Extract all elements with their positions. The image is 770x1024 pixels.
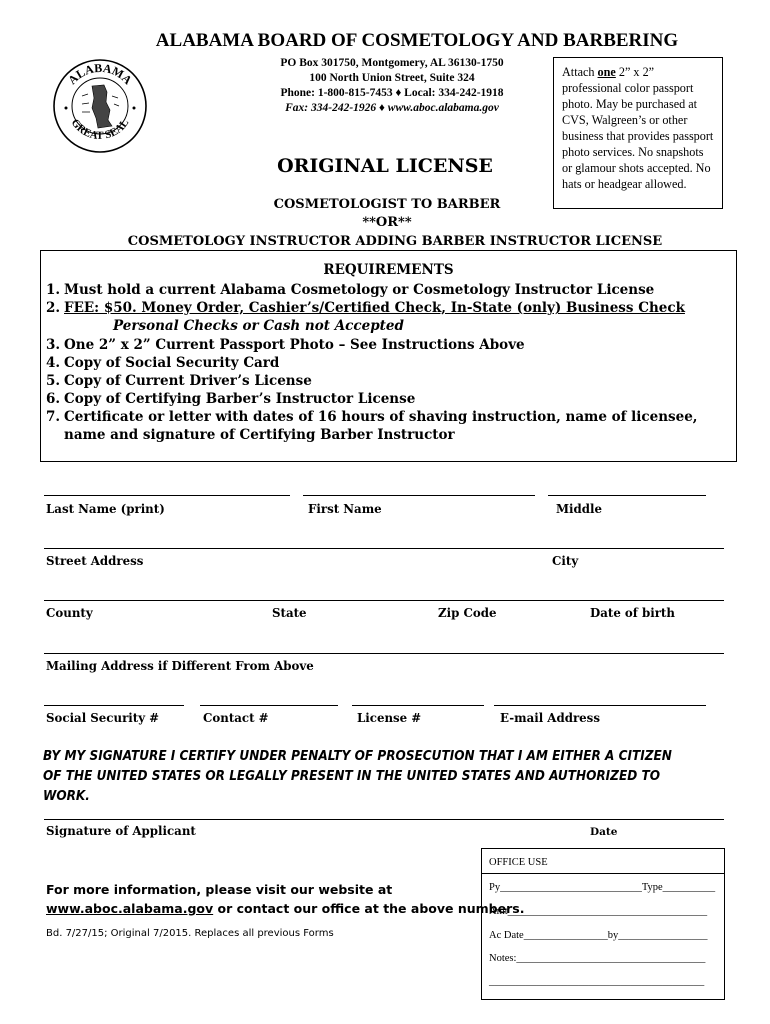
requirement-number: 3.	[46, 337, 61, 353]
requirement-7-continued: name and signature of Certifying Barber Instructor	[64, 427, 455, 443]
requirements-heading: REQUIREMENTS	[323, 262, 454, 278]
contact-label: Contact #	[203, 711, 269, 725]
requirement-text: Copy of Current Driver’s License	[64, 373, 312, 389]
requirement-number: 7.	[46, 409, 61, 425]
last-name-label: Last Name (print)	[46, 502, 165, 516]
photo-instructions-emphasis: one	[597, 65, 616, 79]
revision-note: Bd. 7/27/15; Original 7/2015. Replaces all previous Forms	[46, 928, 334, 939]
phone-line: Phone: 1-800-815-7453 ♦ Local: 334-242-1918	[280, 87, 504, 99]
ssn-label: Social Security #	[46, 711, 160, 725]
city-label: City	[552, 554, 579, 568]
requirement-2	[46, 299, 685, 317]
license-number-label: License #	[357, 711, 422, 725]
state-label: State	[272, 606, 307, 620]
requirement-number: 1.	[46, 282, 61, 298]
middle-name-label: Middle	[556, 502, 603, 516]
office-notes-blank: _________________________________________	[489, 976, 705, 987]
license-number-line[interactable]	[352, 705, 484, 706]
requirement-text: One 2” x 2” Current Passport Photo – See Instructions Above	[64, 337, 525, 353]
contact-line[interactable]	[200, 705, 338, 706]
requirement-text: FEE: $50. Money Order, Cashier’s/Certified Check, In-State (only) Business Check	[64, 300, 685, 316]
requirement-text: Certificate or letter with dates of 16 hours of shaving instruction, name of licensee,	[64, 409, 698, 425]
last-name-line[interactable]	[44, 495, 290, 496]
seal-bottom-text: GREAT SEAL	[68, 116, 132, 142]
subtitle-cosmetologist-to-barber: COSMETOLOGIST TO BARBER	[273, 197, 501, 212]
street-address-label: Street Address	[46, 554, 144, 568]
date-label: Date	[590, 826, 618, 838]
mailing-address-label: Mailing Address if Different From Above	[46, 659, 314, 673]
requirement-4	[46, 354, 279, 372]
middle-name-line[interactable]	[548, 495, 706, 496]
requirement-number: 6.	[46, 391, 61, 407]
mailing-address-line[interactable]	[44, 653, 724, 654]
license-title: ORIGINAL LICENSE	[277, 155, 493, 177]
photo-instructions-prefix: Attach	[562, 65, 598, 79]
signature-line[interactable]	[44, 819, 724, 820]
office-notes: Notes:____________________________________	[489, 953, 706, 964]
signature-label: Signature of Applicant	[46, 824, 196, 838]
first-name-label: First Name	[308, 502, 382, 516]
website-link[interactable]: www.aboc.alabama.gov	[46, 901, 214, 916]
address-line-1: PO Box 301750, Montgomery, AL 36130-1750	[280, 57, 504, 69]
office-divider	[482, 873, 724, 874]
board-title: ALABAMA BOARD OF COSMETOLOGY AND BARBERING	[155, 30, 679, 51]
requirement-number: 2.	[46, 300, 61, 316]
requirement-1	[46, 281, 654, 299]
great-seal-icon	[52, 58, 148, 154]
ssn-line[interactable]	[44, 705, 184, 706]
requirement-number: 5.	[46, 373, 61, 389]
requirement-3	[46, 336, 525, 354]
office-amt: Amt______________________________________	[489, 906, 708, 917]
seal-top-text: ALABAMA	[65, 60, 135, 88]
requirement-6	[46, 390, 415, 408]
county-state-zip-line[interactable]	[44, 600, 724, 601]
fee-note: Personal Checks or Cash not Accepted	[113, 318, 404, 334]
date-of-birth-label: Date of birth	[590, 606, 675, 620]
requirement-7	[46, 408, 698, 426]
fax-website-line: Fax: 334-242-1926 ♦ www.aboc.alabama.gov	[285, 102, 499, 114]
more-info	[46, 880, 524, 918]
more-info-line-2: or contact our office at the above numbers.	[213, 901, 525, 916]
address-line-2: 100 North Union Street, Suite 324	[309, 72, 475, 84]
requirement-text: Must hold a current Alabama Cosmetology or Cosmetology Instructor License	[64, 282, 655, 298]
more-info-line-1: For more information, please visit our website at	[46, 882, 393, 897]
certification-statement: BY MY SIGNATURE I CERTIFY UNDER PENALTY OF PROSECUTION THAT I AM EITHER A CITIZEN OF THE UNITED STATES OR LEGALLY PRESENT IN THE UNITED STATES AND AUTHORIZED TO WORK.	[43, 749, 672, 804]
office-ac-date: Ac Date________________by_________________	[489, 930, 708, 941]
photo-instructions-text: 2” x 2” professional color passport photo. May be purchased at CVS, Walgreen’s or other business that provides passport photo services. No snapshots or glamour shots accepted. No hats or headgear allowed.	[562, 65, 714, 191]
requirement-5	[46, 372, 312, 390]
email-label: E-mail Address	[500, 711, 600, 725]
requirement-text: Copy of Certifying Barber’s Instructor License	[64, 391, 416, 407]
email-line[interactable]	[494, 705, 706, 706]
zip-code-label: Zip Code	[438, 606, 497, 620]
requirement-text: Copy of Social Security Card	[64, 355, 280, 371]
first-name-line[interactable]	[303, 495, 535, 496]
office-py-type: Py___________________________Type__________	[489, 882, 716, 893]
requirement-number: 4.	[46, 355, 61, 371]
subtitle-or: **OR**	[362, 215, 412, 230]
county-label: County	[46, 606, 93, 620]
street-address-line[interactable]	[44, 548, 724, 549]
photo-instructions-box	[553, 57, 723, 209]
subtitle-instructor: COSMETOLOGY INSTRUCTOR ADDING BARBER INSTRUCTOR LICENSE	[127, 234, 663, 249]
office-use-title: OFFICE USE	[489, 857, 548, 868]
svg-text:ALABAMA	[65, 61, 135, 88]
office-use-box	[481, 848, 725, 1000]
